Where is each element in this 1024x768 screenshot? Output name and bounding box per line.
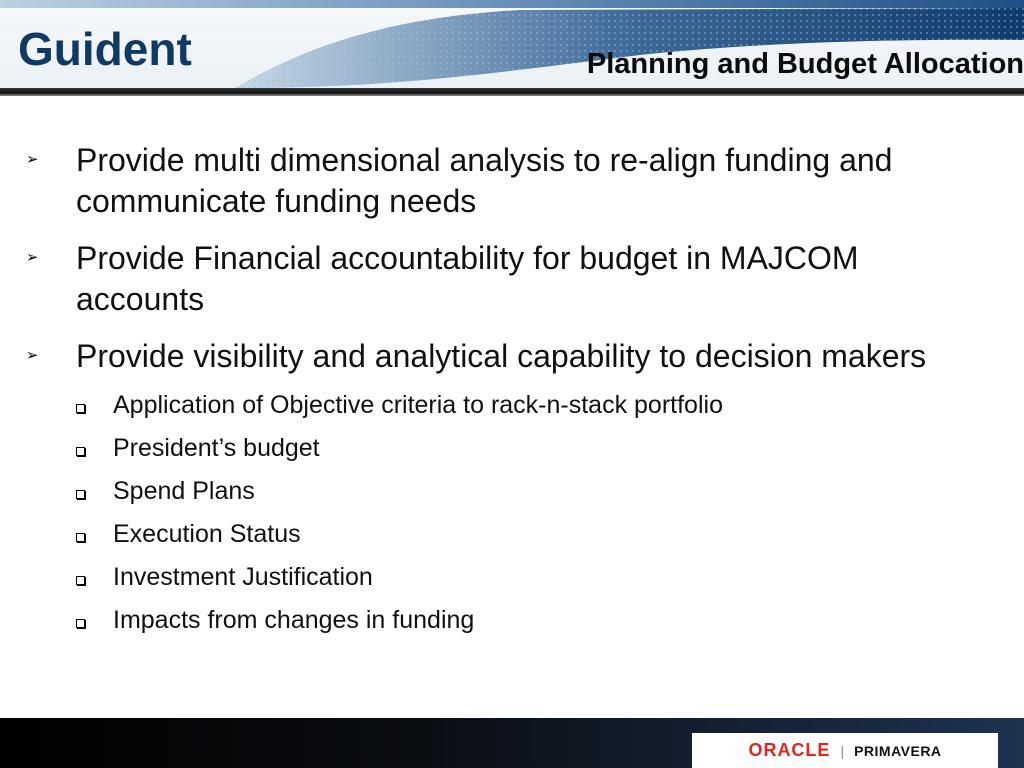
- square-bullet-icon: [76, 490, 85, 499]
- sub-bullet-text: Application of Objective criteria to rack-n-stack portfolio: [113, 391, 723, 419]
- slide-title: Planning and Budget Allocation: [586, 48, 1024, 80]
- bullet-item: [0, 140, 1024, 222]
- brand-separator: |: [840, 742, 845, 759]
- sub-bullet-item: [76, 604, 990, 647]
- slide-header: [0, 0, 1024, 96]
- primavera-wordmark: PRIMAVERA: [854, 742, 942, 759]
- oracle-primavera-logo: [692, 733, 998, 768]
- sub-bullet-text: Execution Status: [113, 520, 301, 548]
- sub-bullet-item: [76, 561, 990, 604]
- sub-bullet-item: [76, 518, 990, 561]
- bullet-text: Provide Financial accountability for budget in MAJCOM accounts: [76, 240, 859, 317]
- sub-bullet-text: President’s budget: [113, 434, 320, 462]
- square-bullet-icon: [76, 576, 85, 585]
- sub-bullet-item: [76, 475, 990, 518]
- header-divider: [0, 88, 1024, 96]
- sub-bullet-text: Spend Plans: [113, 477, 255, 505]
- bullet-text: Provide multi dimensional analysis to re-align funding and communicate funding needs: [76, 142, 893, 219]
- bullet-text: Provide visibility and analytical capability to decision makers: [76, 338, 927, 374]
- sub-bullet-list: [76, 389, 990, 647]
- sub-bullet-text: Investment Justification: [113, 563, 373, 591]
- oracle-wordmark: ORACLE: [748, 740, 831, 760]
- arrow-bullet-icon: ➢: [26, 346, 39, 364]
- square-bullet-icon: [76, 404, 85, 413]
- sub-bullet-text: Impacts from changes in funding: [113, 606, 475, 634]
- arrow-bullet-icon: ➢: [26, 150, 39, 168]
- arrow-bullet-icon: ➢: [26, 248, 39, 266]
- company-logo: Guident: [18, 23, 192, 75]
- square-bullet-icon: [76, 533, 85, 542]
- square-bullet-icon: [76, 619, 85, 628]
- bullet-item: [0, 238, 1024, 320]
- sub-bullet-item: [76, 432, 990, 475]
- sub-bullet-item: [76, 389, 990, 432]
- square-bullet-icon: [76, 447, 85, 456]
- bullet-list: [0, 140, 1024, 663]
- bullet-item: [0, 336, 1024, 647]
